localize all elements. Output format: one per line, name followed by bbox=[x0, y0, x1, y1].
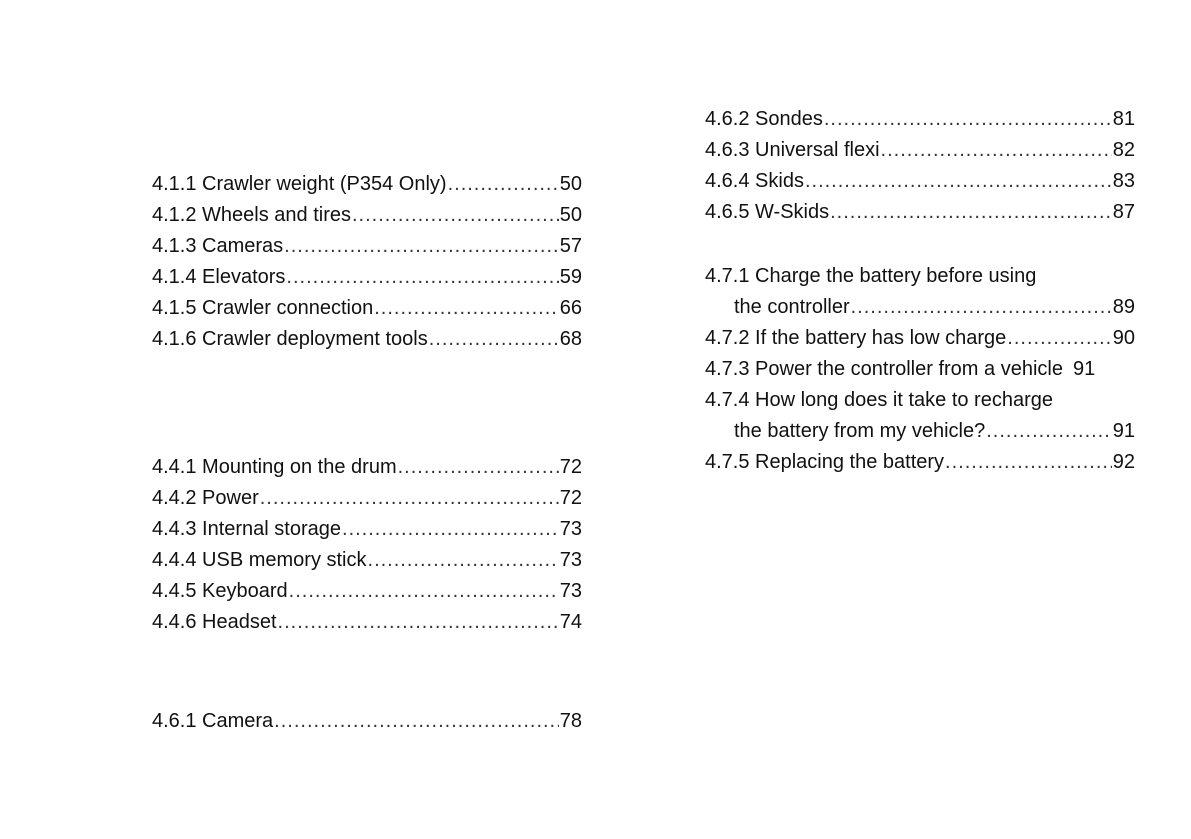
toc-page-number: 87 bbox=[1112, 201, 1135, 223]
toc-page-number: 59 bbox=[559, 266, 582, 288]
toc-entry[interactable] bbox=[152, 293, 582, 324]
toc-page-number: 50 bbox=[559, 204, 582, 226]
toc-entry[interactable] bbox=[152, 452, 582, 483]
toc-entry-label: 4.6.1 Camera bbox=[152, 710, 274, 732]
dot-leader bbox=[286, 262, 558, 293]
toc-entry-label: 4.6.2 Sondes bbox=[705, 108, 823, 130]
dot-leader bbox=[374, 293, 559, 324]
toc-page-number: 91 bbox=[1072, 358, 1096, 380]
toc-page-number: 73 bbox=[559, 580, 582, 602]
toc-entry-label: 4.4.1 Mounting on the drum bbox=[152, 456, 397, 478]
dot-leader bbox=[284, 231, 559, 262]
toc-page-number: 89 bbox=[1112, 296, 1135, 318]
toc-entry[interactable] bbox=[705, 323, 1135, 354]
toc-entry[interactable] bbox=[152, 607, 582, 638]
toc-entry[interactable] bbox=[152, 231, 582, 262]
toc-entry-label: 4.1.3 Cameras bbox=[152, 235, 284, 257]
dot-leader bbox=[274, 706, 559, 737]
toc-entry[interactable] bbox=[152, 200, 582, 231]
toc-entry-label: 4.6.5 W-Skids bbox=[705, 201, 830, 223]
toc-entry-label: 4.7.2 If the battery has low charge bbox=[705, 327, 1007, 349]
toc-entry-label: 4.1.5 Crawler connection bbox=[152, 297, 374, 319]
toc-page-number: 68 bbox=[559, 328, 582, 350]
dot-leader bbox=[830, 197, 1112, 228]
dot-leader bbox=[260, 483, 559, 514]
toc-entry[interactable] bbox=[705, 385, 1135, 447]
toc-entry[interactable] bbox=[705, 135, 1135, 166]
dot-leader bbox=[824, 104, 1112, 135]
toc-entry-label: 4.1.2 Wheels and tires bbox=[152, 204, 351, 226]
toc-entry-label: 4.4.2 Power bbox=[152, 487, 259, 509]
toc-entry-label: 4.7.3 Power the controller from a vehicle bbox=[705, 358, 1063, 380]
dot-leader bbox=[278, 607, 559, 638]
toc-entry-label: 4.4.3 Internal storage bbox=[152, 518, 342, 540]
toc-entry-label-continued: the battery from my vehicle? bbox=[734, 420, 986, 442]
toc-entry[interactable] bbox=[152, 576, 582, 607]
toc-entry[interactable] bbox=[152, 324, 582, 355]
toc-page-number: 78 bbox=[559, 710, 582, 732]
dot-leader bbox=[429, 324, 559, 355]
toc-page-number: 57 bbox=[559, 235, 582, 257]
dot-leader bbox=[289, 576, 559, 607]
toc-page-number: 82 bbox=[1112, 139, 1135, 161]
toc-entry-label: 4.1.4 Elevators bbox=[152, 266, 286, 288]
toc-entry-label: 4.1.6 Crawler deployment tools bbox=[152, 328, 428, 350]
toc-page-number: 73 bbox=[559, 549, 582, 571]
toc-page-number: 72 bbox=[559, 487, 582, 509]
dot-leader bbox=[342, 514, 559, 545]
toc-entry-label: 4.4.4 USB memory stick bbox=[152, 549, 367, 571]
toc-entry[interactable] bbox=[705, 104, 1135, 135]
toc-entry[interactable] bbox=[152, 706, 582, 737]
toc-entry-label: 4.4.6 Headset bbox=[152, 611, 277, 633]
toc-entry-label: 4.4.5 Keyboard bbox=[152, 580, 288, 602]
toc-entry[interactable] bbox=[705, 354, 1135, 385]
toc-entry[interactable] bbox=[152, 262, 582, 293]
toc-page-number: 92 bbox=[1112, 451, 1135, 473]
toc-entry[interactable] bbox=[705, 197, 1135, 228]
toc-page-number: 72 bbox=[559, 456, 582, 478]
dot-leader bbox=[945, 447, 1112, 478]
toc-entry-label: 4.7.5 Replacing the battery bbox=[705, 451, 945, 473]
toc-entry-label: 4.6.3 Universal flexi bbox=[705, 139, 880, 161]
toc-entry[interactable] bbox=[152, 545, 582, 576]
toc-page-number: 73 bbox=[559, 518, 582, 540]
toc-group-4-4 bbox=[152, 452, 582, 638]
toc-page-number: 50 bbox=[559, 173, 582, 195]
toc-entry[interactable] bbox=[152, 483, 582, 514]
toc-group-4-7 bbox=[705, 261, 1135, 478]
dot-leader bbox=[986, 416, 1112, 447]
toc-entry-label: 4.7.1 Charge the battery before using bbox=[705, 265, 1037, 287]
toc-entry-label: 4.7.4 How long does it take to recharge bbox=[705, 389, 1053, 411]
toc-page-number: 83 bbox=[1112, 170, 1135, 192]
toc-entry-label: 4.6.4 Skids bbox=[705, 170, 804, 192]
toc-group-4-1 bbox=[152, 169, 582, 355]
toc-page-number: 81 bbox=[1112, 108, 1135, 130]
dot-leader bbox=[448, 169, 559, 200]
toc-entry[interactable] bbox=[705, 261, 1135, 323]
dot-leader bbox=[352, 200, 559, 231]
toc-entry[interactable] bbox=[705, 447, 1135, 478]
dot-leader bbox=[1007, 323, 1111, 354]
dot-leader bbox=[398, 452, 559, 483]
dot-leader bbox=[851, 292, 1112, 323]
toc-page-number: 90 bbox=[1112, 327, 1135, 349]
toc-group-4-6-right bbox=[705, 104, 1135, 228]
toc-page-number: 66 bbox=[559, 297, 582, 319]
dot-leader bbox=[368, 545, 559, 576]
toc-entry[interactable] bbox=[705, 166, 1135, 197]
toc-page-number: 74 bbox=[559, 611, 582, 633]
toc-group-4-6-left bbox=[152, 706, 582, 737]
toc-entry-label: 4.1.1 Crawler weight (P354 Only) bbox=[152, 173, 447, 195]
toc-entry-label-continued: the controller bbox=[734, 296, 850, 318]
toc-entry[interactable] bbox=[152, 169, 582, 200]
toc-page-number: 91 bbox=[1112, 420, 1135, 442]
dot-leader bbox=[881, 135, 1112, 166]
toc-entry[interactable] bbox=[152, 514, 582, 545]
dot-leader bbox=[805, 166, 1112, 197]
